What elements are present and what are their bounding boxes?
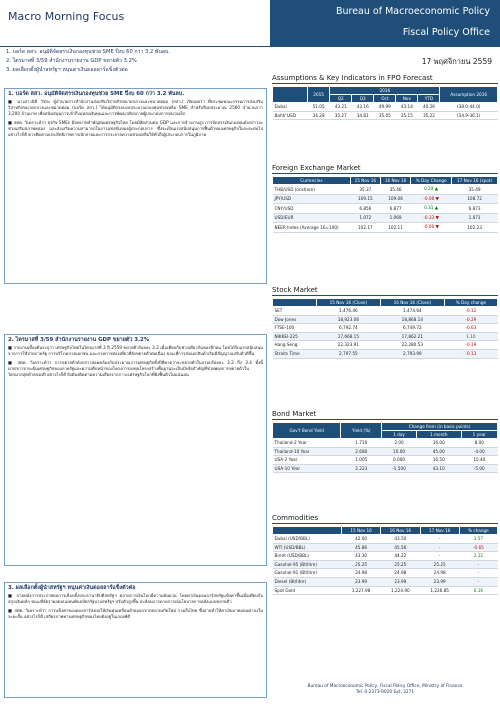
article-heading: 1. บอร์ด สสว. อนุมัติจัดสรรเงินกองทุนช่วย SME ปีงบ 60 กว่า 3.2 พันลบ. — [8, 91, 185, 97]
commodities-title: Commodities — [272, 514, 498, 524]
cell: 23.99 — [420, 577, 459, 586]
row-label: Dubai — [273, 103, 308, 112]
currency-label: NEER Index (Average 16=100) — [273, 223, 351, 233]
table-row — [273, 552, 498, 561]
commodity-label: Spot Gold — [273, 586, 342, 595]
percent-change: 2.12 — [459, 552, 497, 561]
cell: 45.86 — [341, 543, 380, 552]
table-header: % change — [459, 527, 497, 535]
arrow-down-icon: ▼ — [435, 225, 439, 231]
article-heading: 3. ผลเลือกตั้งผู้นำสหรัฐฯ หนุนค่าเงินดอลลาร์แข็งตัวต่อ — [8, 585, 136, 591]
cell: 35.37 — [350, 185, 380, 195]
day-change: -0.06 ▼ — [411, 223, 452, 233]
cell: 49.99 — [374, 103, 396, 112]
cell: - — [420, 543, 459, 552]
stock-title: Stock Market — [272, 286, 498, 296]
cell: 1.069 — [380, 213, 410, 223]
cell: 23.99 — [381, 577, 420, 586]
highlights-list — [6, 48, 268, 75]
cell: 2.00 — [382, 439, 417, 448]
cell: 108.72 — [452, 194, 498, 204]
table-row — [273, 103, 498, 112]
cell: (34.9-36.1) — [440, 111, 498, 120]
index-label: Hang Seng — [273, 341, 317, 350]
index-label: FTSE-100 — [273, 324, 317, 333]
percent-change: 0.16 — [459, 586, 497, 595]
table-header: 1 year — [461, 431, 497, 439]
cell: 1,226.85 — [420, 586, 459, 595]
cell: 16.50 — [416, 456, 461, 465]
table-header: 16 Nov 16 — [381, 527, 420, 535]
arrow-down-icon: ▼ — [435, 215, 439, 221]
table-header: 1 day — [382, 431, 417, 439]
cell: 35.27 — [330, 111, 352, 120]
cell: 109.15 — [350, 194, 380, 204]
cell: 17,668.15 — [316, 332, 380, 341]
day-change: -0.33 ▼ — [411, 213, 452, 223]
cell: 44.22 — [381, 552, 420, 561]
commodity-label: WTI (USD/BBL) — [273, 543, 342, 552]
day-change: -0.08 ▼ — [411, 194, 452, 204]
cell: 18,923.06 — [316, 315, 380, 324]
cell: 2,797.55 — [316, 349, 380, 358]
percent-change: - — [459, 577, 497, 586]
highlight-item: 2. ไตรมาสที่ 3/59 สำนักงานรายงาน GDP ขยายตัว 3.2% — [6, 58, 137, 64]
stock-table — [272, 298, 498, 359]
cell: 34.28 — [308, 111, 330, 120]
day-change: -0.19 — [444, 341, 497, 350]
article-box-2 — [4, 334, 267, 566]
article-analysis: ■ สศค. วิเคราะห์ว่า การแข็งค่าของดอลลาร์ส่งผลให้เงินทุนเคลื่อนย้ายออกจากตลาดเกิดใหม่ รวมถึงไทย ซึ่งอาจทำให้ค่าเงินบาทอ่อนค่าลงในระยะสั้น อย่างไรก็ดี เสถียรภาพทางเศรษฐกิจของไทยยังอยู่ในเกณฑ์ดี — [8, 607, 263, 619]
cell: 43.10 — [416, 464, 461, 473]
day-change: -0.29 — [444, 315, 497, 324]
footer-tel: Tel. 0-2273-9020 Ext. 3271 — [355, 690, 415, 695]
table-header: % Day change — [444, 299, 497, 307]
cell: 24.98 — [381, 569, 420, 578]
arrow-up-icon: ▲ — [434, 187, 439, 192]
cell: -1.500 — [382, 464, 417, 473]
commodity-label: Gasohol-95 (Bt/litre) — [273, 560, 342, 569]
table-header — [273, 87, 308, 103]
table-header: 15 Nov 16 — [350, 177, 380, 185]
article-box-3 — [4, 582, 267, 698]
cell: 35.22 — [418, 111, 440, 120]
cell: 6.877 — [380, 204, 410, 214]
table-row — [273, 324, 498, 333]
table-row — [273, 447, 498, 456]
article-analysis: ■ สศค. วิเคราะห์ว่า การขยายตัวดังกล่าวสอดคล้องกับประมาณการเศรษฐกิจทั้งปีที่คาดว่าจะขยายตัวในกรอบร้อยละ 3.2 ถึง 3.4 ทั้งนี้ มาตรการกระตุ้นเศรษฐกิจของภาครัฐและความคืบหน้าของโครงการลงทุนโครงสร้างพื้นฐานจะเป็นปัจจัยสำคัญที่ช่วยพยุงการขยายตัวในไตรมาสสุดท้ายของปี อย่างไรก็ดี ยังต้องติดตามความเสี่ยงจากภาวะเศรษฐกิจโลกที่ยังฟื้นตัวไม่แน่นอน — [8, 359, 263, 377]
day-change: -0.63 — [444, 324, 497, 333]
cell: -5.00 — [461, 464, 497, 473]
bond-table — [272, 422, 498, 473]
cell: 34.81 — [352, 111, 374, 120]
day-change: 1.10 — [444, 332, 497, 341]
cell: 35.05 — [374, 111, 396, 120]
cell: 23.99 — [341, 577, 380, 586]
article-heading: 2. ไตรมาสที่ 3/59 สำนักงานรายงาน GDP ขยายตัว 3.2% — [8, 337, 150, 343]
table-header: 16 Nov 16 (Close) — [380, 299, 444, 307]
table-header: 15 Nov 16 — [341, 527, 380, 535]
cell: -4.00 — [461, 447, 497, 456]
cell: 102.17 — [350, 223, 380, 233]
footer — [272, 684, 498, 696]
table-row — [273, 543, 498, 552]
cell: 24.98 — [420, 569, 459, 578]
cell: 1,224.90 — [381, 586, 420, 595]
cell: 43.16 — [352, 103, 374, 112]
cell: 16.00 — [416, 439, 461, 448]
table-header: Nov — [396, 95, 418, 103]
table-row — [273, 194, 498, 204]
bond-label: Thailand-10 Year — [273, 447, 341, 456]
commodities-table — [272, 526, 498, 595]
report-date: 17 พฤศจิกายน 2559 — [421, 57, 492, 66]
header-right — [270, 0, 500, 46]
table-header: Gov't Bond Yield — [273, 423, 341, 439]
table-header: Change from (in basis points) — [382, 423, 498, 431]
day-change: 0.24 ▲ — [411, 185, 452, 195]
percent-change: 3.57 — [459, 535, 497, 544]
cell: 1,476.46 — [316, 307, 380, 316]
highlight-item: 1. บอร์ด สสว. อนุมัติจัดสรรเงินกองทุนช่วย SME ปีงบ 60 กว่า 3.2 พันลบ. — [6, 49, 170, 55]
cell: 1.710 — [341, 439, 382, 448]
table-header: 2015 — [308, 87, 330, 103]
cell: 102.23 — [452, 223, 498, 233]
percent-change: - — [459, 560, 497, 569]
cell: 45.56 — [381, 543, 420, 552]
currency-label: CNY/USD — [273, 204, 351, 214]
table-row — [273, 560, 498, 569]
bond-label: USA-2 Year — [273, 456, 341, 465]
table-header: 17 Nov 16 — [420, 527, 459, 535]
table-row — [273, 223, 498, 233]
cell: 15.40 — [461, 456, 497, 465]
day-change: -0.12 — [444, 307, 497, 316]
cell: 25.25 — [381, 560, 420, 569]
table-row — [273, 204, 498, 214]
cell: 25.25 — [341, 560, 380, 569]
currency-label: JPY/USD — [273, 194, 351, 204]
assumptions-title: Assumptions & Key Indicators in FPO Forecast — [272, 74, 498, 84]
percent-change: - — [459, 569, 497, 578]
bond-label: Thailand-2 Year — [273, 439, 341, 448]
table-row — [273, 341, 498, 350]
cell: 1.071 — [452, 213, 498, 223]
assumptions-table — [272, 86, 498, 120]
article-paragraph: ■ นางสาวนิธิ วัชระ ผู้อำนวยการสำนักงานส่งเสริมวิสาหกิจขนาดกลางและขนาดย่อม (สสว.) เปิดเผยว่า ที่ประชุมคณะกรรมการส่งเสริมวิสาหกิจขนาดกลางและขนาดย่อม (บอร์ด สสว.) ได้อนุมัติกรอบงบประมาณกองทุนช่วยเหลือ SME สำหรับปีงบประมาณ 2560 จำนวนกว่า 3,200 ล้านบาท เพื่อสนับสนุนการเข้าถึงแหล่งเงินทุนและการพัฒนาศักยภาพผู้ประกอบการขนาดเล็ก — [8, 99, 263, 116]
cell: 17,862.21 — [380, 332, 444, 341]
cell: 24.98 — [341, 569, 380, 578]
cell: 43.30 — [341, 552, 380, 561]
cell: 35.49 — [452, 185, 498, 195]
highlight-item: 3. ผลเลือกตั้งผู้นำสหรัฐฯ หนุนค่าเงินดอลลาร์แข็งตัวต่อ — [6, 67, 128, 73]
cell: 18,868.14 — [380, 315, 444, 324]
cell: 45.00 — [416, 447, 461, 456]
header-left — [0, 0, 270, 46]
table-row — [273, 307, 498, 316]
cell: 2.223 — [341, 464, 382, 473]
table-row — [273, 464, 498, 473]
table-header — [273, 527, 342, 535]
commodity-label: Gasohol-91 (Bt/litre) — [273, 569, 342, 578]
cell: 42.00 — [341, 535, 380, 544]
bond-label: USA-10 Year — [273, 464, 341, 473]
cell: 51.05 — [308, 103, 330, 112]
index-label: Straits Time — [273, 349, 317, 358]
cell: 25.25 — [420, 560, 459, 569]
cell: 35.46 — [380, 185, 410, 195]
table-row — [273, 213, 498, 223]
cell: 102.11 — [380, 223, 410, 233]
table-row — [273, 315, 498, 324]
cell: 22,323.91 — [316, 341, 380, 350]
table-row — [273, 111, 498, 120]
arrow-up-icon: ▲ — [434, 206, 439, 212]
table-header: Yield (%) — [341, 423, 382, 439]
cell: 2,793.99 — [380, 349, 444, 358]
table-row — [273, 185, 498, 195]
percent-change: -0.65 — [459, 543, 497, 552]
currency-label: USD/EUR — [273, 213, 351, 223]
cell: 1.072 — [350, 213, 380, 223]
footer-org: Bureau of Macroeconomic Policy, Fiscal Policy Office, Ministry of Finance — [307, 684, 463, 689]
table-row — [273, 349, 498, 358]
day-change: -0.13 — [444, 349, 497, 358]
fx-title: Foreign Exchange Market — [272, 164, 498, 174]
index-label: Dow Jones — [273, 315, 317, 324]
cell: - — [420, 535, 459, 544]
fx-table — [272, 176, 498, 233]
index-label: SET — [273, 307, 317, 316]
table-row — [273, 456, 498, 465]
org-name: Bureau of Macroeconomic Policy — [335, 6, 490, 17]
table-header: 15 Nov 16 (Close) — [316, 299, 380, 307]
commodity-label: Dubai (USD/BBL) — [273, 535, 342, 544]
cell: (38.0-44.0) — [440, 103, 498, 112]
bond-title: Bond Market — [272, 410, 498, 420]
arrow-down-icon: ▼ — [435, 196, 439, 202]
commodity-label: Brent (USD/BBL) — [273, 552, 342, 561]
cell: 6.873 — [452, 204, 498, 214]
cell: 1,474.64 — [380, 307, 444, 316]
cell: 43.14 — [396, 103, 418, 112]
table-row — [273, 577, 498, 586]
table-row — [273, 535, 498, 544]
cell: 43.21 — [330, 103, 352, 112]
table-row — [273, 332, 498, 341]
table-header: 17 Nov 16 (spot) — [452, 177, 498, 185]
header-divider — [0, 46, 500, 47]
table-header: Currencies — [273, 177, 351, 185]
table-header: 1 month — [416, 431, 461, 439]
currency-label: THB/USD (onshore) — [273, 185, 351, 195]
row-label: Baht/ USD — [273, 111, 308, 120]
table-header: Oct — [374, 95, 396, 103]
cell: 6.856 — [350, 204, 380, 214]
table-header: 2016 — [330, 87, 440, 95]
article-paragraph: ■ รายงานเบื้องต้นระบุว่า เศรษฐกิจไทยในไตรมาสที่ 3 ปี 2559 ขยายตัวร้อยละ 3.2 เมื่อเทียบกับช่วงเดียวกันของปีก่อน โดยได้รับแรงสนับสนุนจากการใช้จ่ายภาครัฐ การบริโภคภาคเอกชน และภาคการท่องเที่ยวที่ยังขยายตัวต่อเนื่อง ขณะที่การส่งออกสินค้าเริ่มมีสัญญาณปรับตัวดีขึ้น — [8, 345, 263, 356]
cell: 0.000 — [382, 456, 417, 465]
table-header: YTD — [418, 95, 440, 103]
table-header — [273, 299, 317, 307]
office-name: Fiscal Policy Office — [402, 27, 490, 38]
cell: 109.06 — [380, 194, 410, 204]
table-header: % Day Change — [411, 177, 452, 185]
commodity-label: Diesel (Bt/litre) — [273, 577, 342, 586]
cell: 1,227.98 — [341, 586, 380, 595]
article-analysis: ■ สศค. วิเคราะห์ว่า ธุรกิจ SMEs มีบทบาทสำคัญต่อเศรษฐกิจไทย โดยมีสัดส่วนต่อ GDP และการจ้างงานสูง การจัดสรรเงินกองทุนดังกล่าวจะช่วยเสริมสภาพคล่อง และส่งเสริมความสามารถในการแข่งขันของผู้ประกอบการ ซึ่งจะเป็นแรงสนับสนุนการฟื้นตัวของเศรษฐกิจในระยะต่อไป อย่างไรก็ดี ควรติดตามประสิทธิภาพการเบิกจ่ายและการกระจายความช่วยเหลือให้ทั่วถึงผู้ประกอบการในภูมิภาค — [8, 119, 263, 137]
table-header: Q3 — [352, 95, 374, 103]
table-row — [273, 439, 498, 448]
table-header: Assumption 2016 — [440, 87, 498, 103]
cell: 43.50 — [381, 535, 420, 544]
cell: 10.00 — [382, 447, 417, 456]
table-row — [273, 586, 498, 595]
cell: 6,749.72 — [380, 324, 444, 333]
index-label: NIKKEI-225 — [273, 332, 317, 341]
article-paragraph: ■ ภายหลังการประกาศผลการเลือกตั้งประธานาธิบดีสหรัฐฯ ตลาดการเงินโลกมีความผันผวน โดยค่าเงินดอลลาร์สหรัฐแข็งค่าขึ้นเมื่อเทียบกับสกุลเงินหลัก ขณะที่อัตราผลตอบแทนพันธบัตรรัฐบาลสหรัฐฯ ปรับตัวสูงขึ้น สะท้อนการคาดการณ์นโยบายการคลังแบบขยายตัว — [8, 593, 263, 604]
article-box-1 — [4, 88, 267, 284]
cell: 8.00 — [461, 439, 497, 448]
report-title: Macro Morning Focus — [8, 10, 125, 23]
cell: 35.15 — [396, 111, 418, 120]
cell: 2.680 — [341, 447, 382, 456]
table-header: 16 Nov 16 — [380, 177, 410, 185]
day-change: 0.31 ▲ — [411, 204, 452, 214]
table-header: Q2 — [330, 95, 352, 103]
cell: - — [420, 552, 459, 561]
table-row — [273, 569, 498, 578]
cell: 1.005 — [341, 456, 382, 465]
cell: 40.26 — [418, 103, 440, 112]
cell: 22,280.53 — [380, 341, 444, 350]
cell: 6,792.74 — [316, 324, 380, 333]
